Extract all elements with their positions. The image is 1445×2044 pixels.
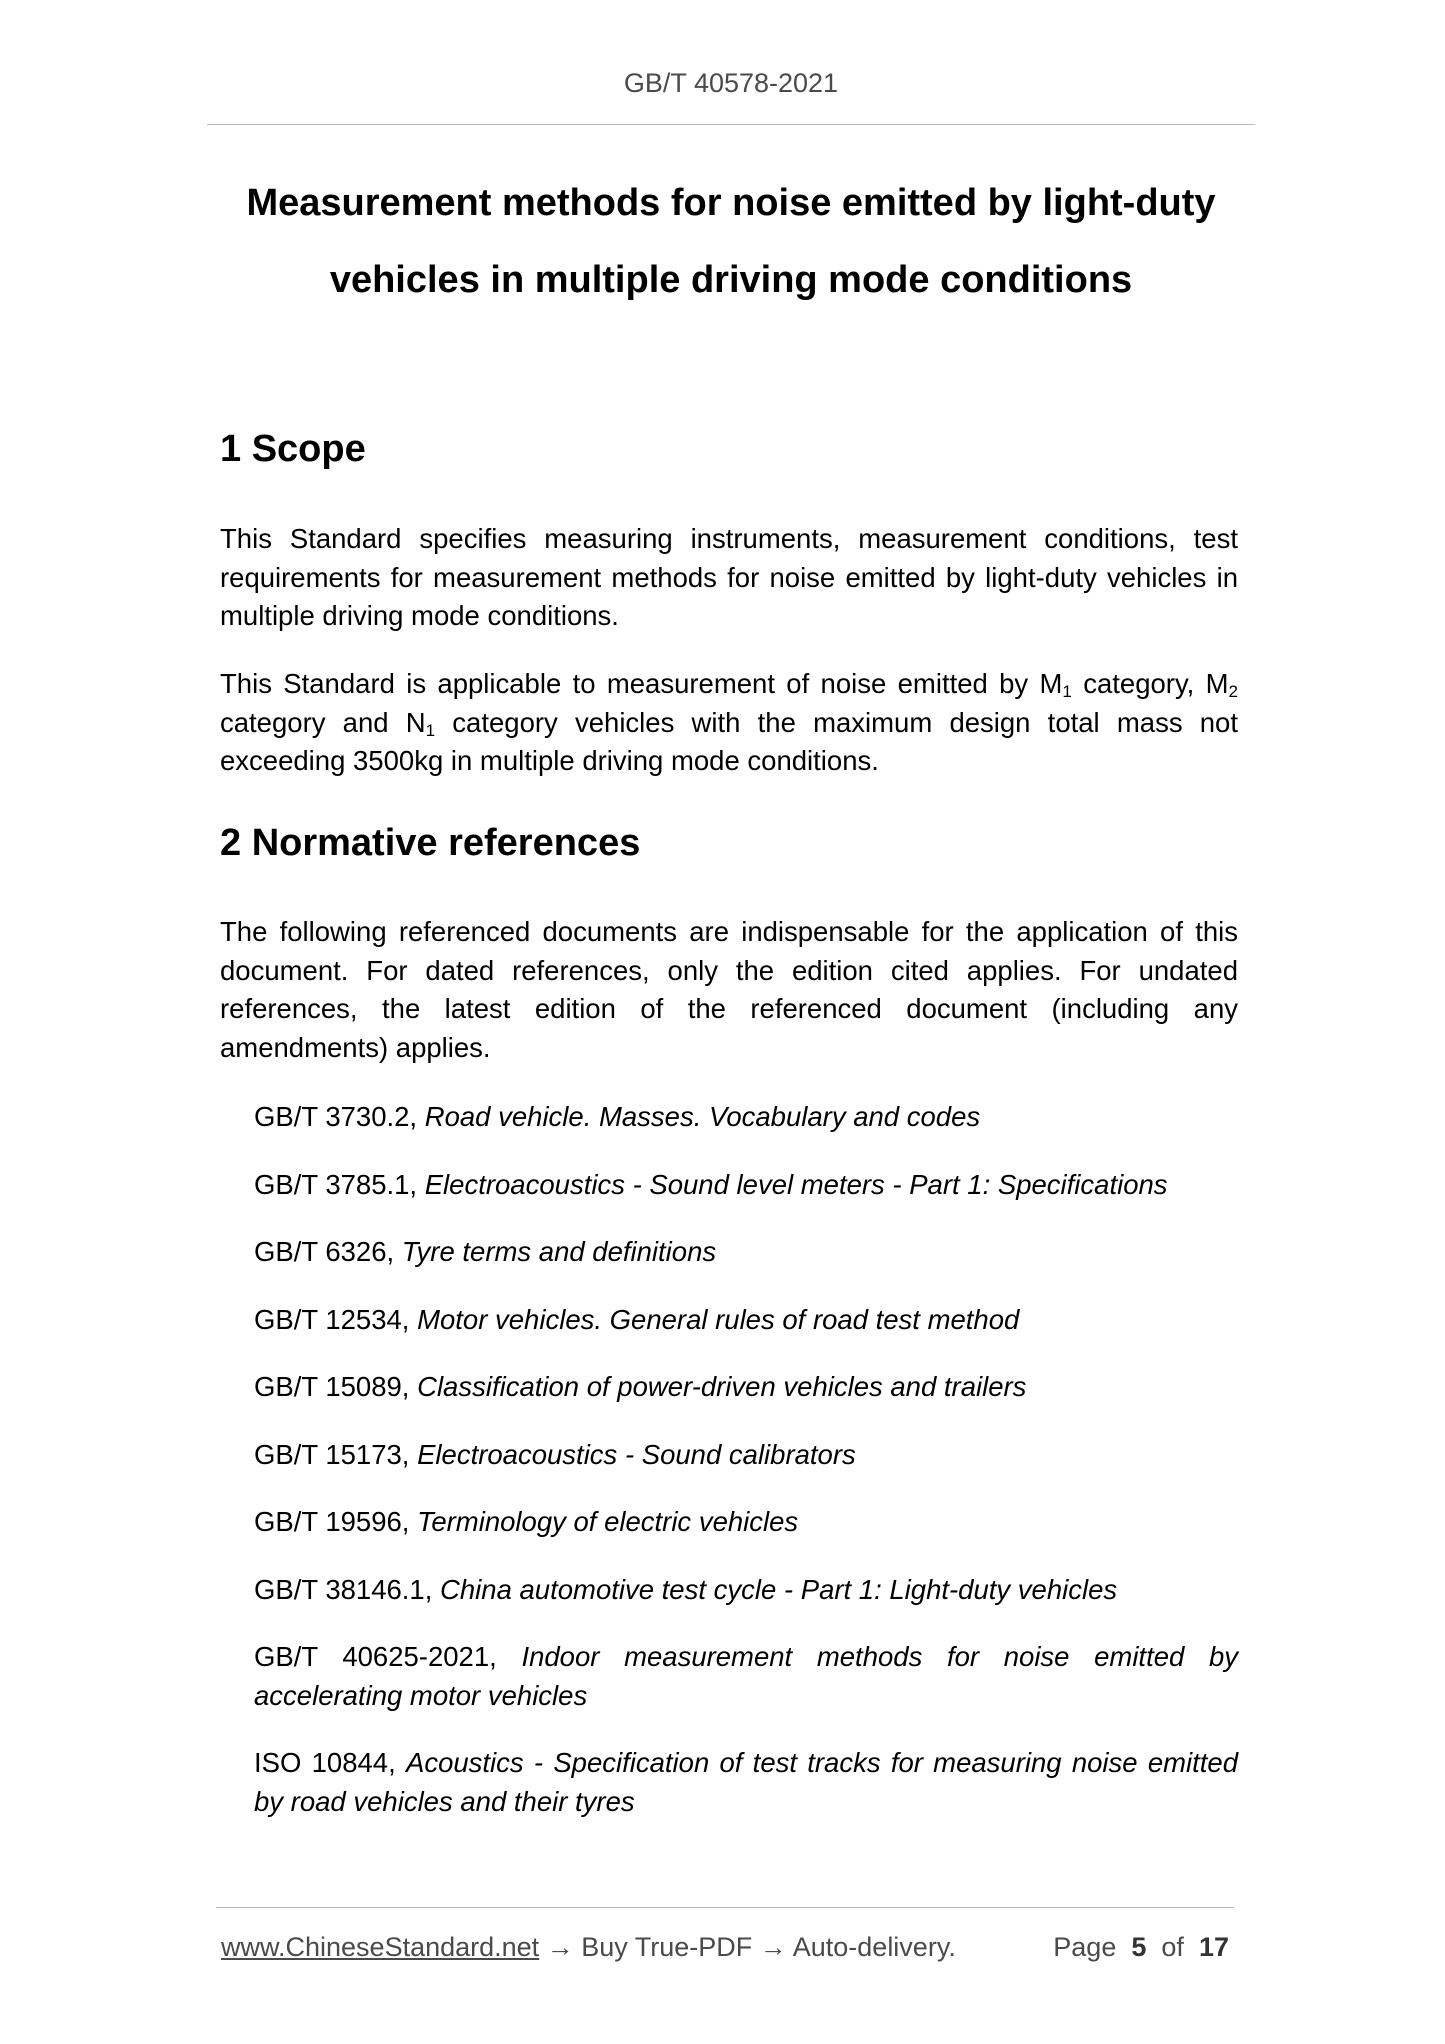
reference-item: GB/T 12534, Motor vehicles. General rules of road test method [254, 1303, 1020, 1335]
title-line-2: vehicles in multiple driving mode conditions [329, 259, 1133, 301]
reference-item: ISO 10844, Acoustics - Specification of test tracks for measuring noise emitted by road vehicles and their tyres [254, 1747, 1238, 1817]
scope-paragraph-1: This Standard specifies measuring instruments, measurement conditions, test requirements for measurement methods for noise emitted by light-duty vehicles in multiple driving mode conditions. [220, 523, 1238, 631]
scope-paragraph-2: This Standard is applicable to measurement of noise emitted by $M_1$ category, $M_2$ category and $N_1$ category vehicles with the maximum design total mass not exceeding 3500kg in multiple driving mode conditions. [220, 668, 1238, 776]
doc-id: GB/T 40578-2021 [623, 68, 839, 98]
total-pages: 17 [1198, 1932, 1229, 1962]
reference-item: GB/T 3785.1, Electroacoustics - Sound level meters - Part 1: Specifications [254, 1168, 1168, 1200]
footer-tagline: → Buy True-PDF → Auto-delivery. [539, 1932, 956, 1962]
section-2-heading: 2 Normative references [220, 822, 641, 864]
reference-item: GB/T 40625-2021, Indoor measurement methods for noise emitted by accelerating motor vehicles [254, 1641, 1238, 1711]
section-1-heading: 1 Scope [220, 428, 366, 470]
page-number: Page 5 of 17 [1053, 1932, 1229, 1962]
reference-item: GB/T 15089, Classification of power-driven vehicles and trailers [254, 1371, 1027, 1402]
reference-item: GB/T 6326, Tyre terms and definitions [254, 1236, 717, 1267]
page-header [207, 68, 1255, 125]
reference-item: GB/T 19596, Terminology of electric vehicles [254, 1506, 799, 1537]
normative-intro-paragraph: The following referenced documents are indispensable for the application of this document. For dated references, only the edition cited applies. For undated references, the latest edition of the referenced document (including any amendments) applies. [220, 916, 1238, 1063]
footer-promo [221, 1932, 956, 1963]
page-footer [216, 1907, 1234, 1980]
chinesestandard-link[interactable]: www.ChineseStandard.net [221, 1932, 540, 1962]
title-line-1: Measurement methods for noise emitted by light-duty [246, 182, 1216, 224]
reference-item: GB/T 15173, Electroacoustics - Sound calibrators [254, 1438, 856, 1470]
document-title [207, 165, 1255, 319]
current-page: 5 [1131, 1932, 1147, 1962]
reference-item: GB/T 3730.2, Road vehicle. Masses. Vocabulary and codes [254, 1101, 981, 1132]
reference-item: GB/T 38146.1, China automotive test cycle - Part 1: Light-duty vehicles [254, 1573, 1118, 1605]
reference-list [254, 1098, 1238, 1850]
